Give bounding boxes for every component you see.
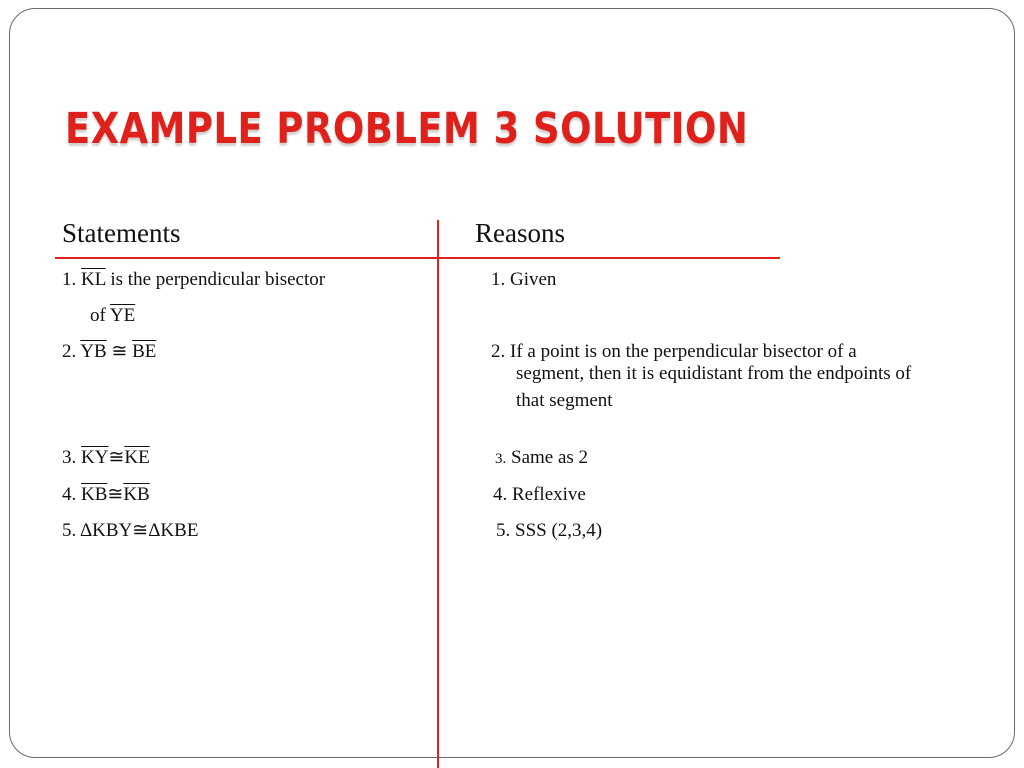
reason-2-line-3: that segment xyxy=(516,390,613,411)
congruent-symbol: ≅ xyxy=(111,341,128,362)
statement-3 xyxy=(62,447,150,470)
segment-label: $\overline{KE}$ xyxy=(124,447,150,468)
segment-label: $\overline{KB}$ xyxy=(81,484,108,505)
segment-label: $\overline{KL}$ xyxy=(81,269,106,290)
congruent-symbol: ≅ xyxy=(107,484,124,505)
segment-label: $\overline{YE}$ xyxy=(109,305,136,326)
column-divider-vertical xyxy=(437,220,439,768)
reason-3 xyxy=(495,447,588,470)
header-divider-horizontal xyxy=(55,257,780,259)
statement-1-continuation xyxy=(90,305,135,328)
segment-label: $\overline{YB}$ xyxy=(80,341,107,362)
segment-label: $\overline{KB}$ xyxy=(123,484,150,505)
statement-number: 5. xyxy=(62,520,77,541)
statement-5 xyxy=(62,520,198,543)
statement-number: 2. xyxy=(62,341,77,362)
statement-text: ΔKBY≅ΔKBE xyxy=(79,520,199,541)
reasons-header: Reasons xyxy=(475,218,565,248)
reason-2-line-2: segment, then it is equidistant from the endpoints of xyxy=(516,363,912,384)
segment-label: $\overline{BE}$ xyxy=(132,341,157,362)
reason-2-line-1: 2. If a point is on the perpendicular bisector of a xyxy=(491,341,857,362)
reason-text: Same as 2 xyxy=(511,447,589,468)
statement-4 xyxy=(62,484,150,507)
statement-number: 3. xyxy=(62,447,77,468)
statements-header: Statements xyxy=(62,218,181,248)
segment-label: $\overline{KY}$ xyxy=(81,447,109,468)
statement-text: is the perpendicular bisector xyxy=(110,269,326,290)
reason-1: 1. Given xyxy=(491,269,557,290)
statement-text: of xyxy=(90,305,106,326)
slide-title: EXAMPLE PROBLEM 3 SOLUTION xyxy=(65,104,749,154)
reason-number: 3. xyxy=(495,451,507,467)
statement-number: 4. xyxy=(62,484,77,505)
reason-4: 4. Reflexive xyxy=(493,484,586,505)
congruent-symbol: ≅ xyxy=(108,447,125,468)
statement-2 xyxy=(62,341,156,364)
statement-number: 1. xyxy=(62,269,77,290)
reason-5: 5. SSS (2,3,4) xyxy=(496,520,603,541)
statement-1 xyxy=(62,269,325,292)
